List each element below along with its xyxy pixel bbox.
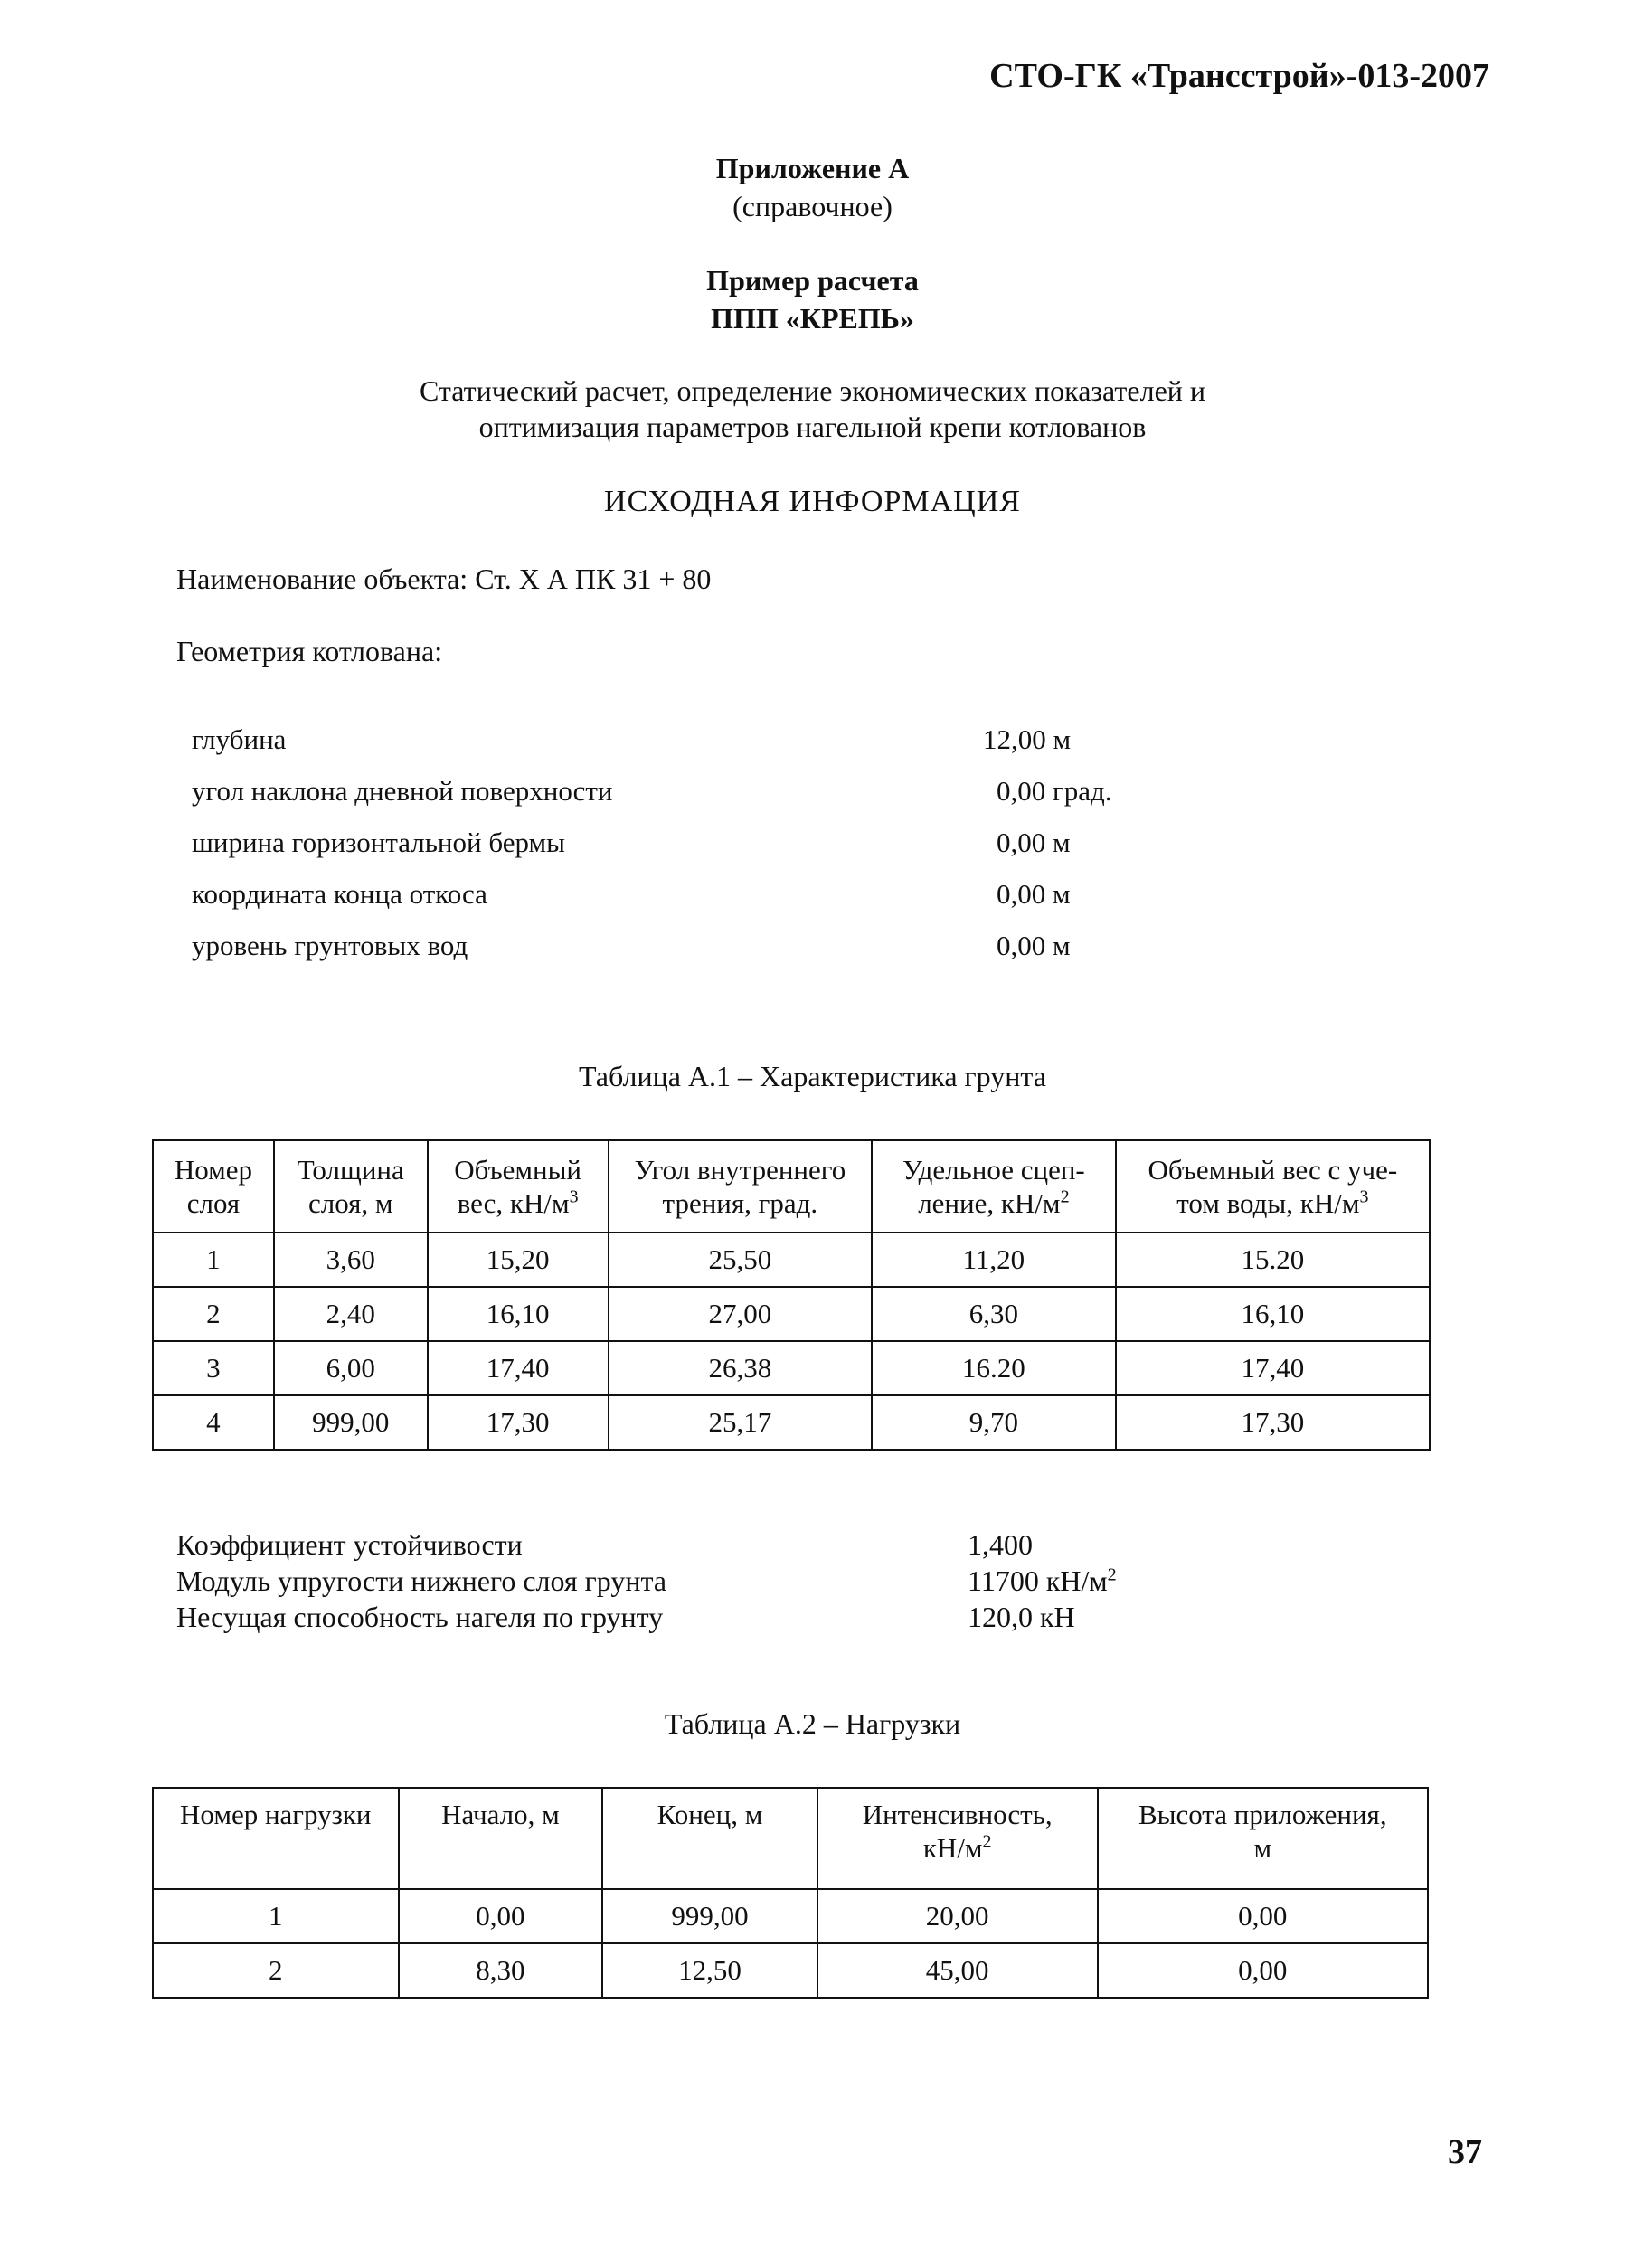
geometry-row-label: ширина горизонтальной бермы xyxy=(192,827,565,858)
table-row xyxy=(153,1943,1428,1998)
param-label: Модуль упругости нижнего слоя грунта xyxy=(176,1564,667,1597)
param-value: 1,400 xyxy=(968,1528,1033,1561)
table-cell: 6,00 xyxy=(274,1341,428,1395)
table-cell: 17,40 xyxy=(1116,1341,1430,1395)
table-cell: 15,20 xyxy=(428,1233,609,1287)
geometry-row-label: уровень грунтовых вод xyxy=(192,930,468,961)
table-cell: 1 xyxy=(153,1889,399,1943)
column-header: Интенсивность, $кН/м^2$ xyxy=(817,1788,1098,1889)
param-label: Коэффициент устойчивости xyxy=(176,1528,523,1561)
table-cell: 17,30 xyxy=(1116,1395,1430,1450)
table-cell: 15.20 xyxy=(1116,1233,1430,1287)
section-title: ИСХОДНАЯ ИНФОРМАЦИЯ xyxy=(604,485,1021,518)
table-header-row xyxy=(153,1140,1430,1233)
geometry-row-slope-angle xyxy=(192,775,1186,815)
geometry-row-berm-width xyxy=(192,827,1186,866)
table-cell: 8,30 xyxy=(399,1943,603,1998)
geometry-row-value: 0,00 м xyxy=(997,878,1071,910)
column-header: Удельное сцеп- ление, $кН/м^2$ xyxy=(872,1140,1116,1233)
table-cell: 26,38 xyxy=(609,1341,873,1395)
table-cell: 27,00 xyxy=(609,1287,873,1341)
table-cell: 11,20 xyxy=(872,1233,1116,1287)
appendix-subtitle: (справочное) xyxy=(732,190,893,222)
description-line2: оптимизация параметров нагельной крепи котлованов xyxy=(478,411,1147,443)
table-cell: 20,00 xyxy=(817,1889,1098,1943)
column-header: Конец, м xyxy=(602,1788,817,1889)
table-row xyxy=(153,1287,1430,1341)
geometry-label: Геометрия котлована: xyxy=(176,635,443,667)
table-row xyxy=(153,1341,1430,1395)
column-header: Номер нагрузки xyxy=(153,1788,399,1889)
table-cell: 2,40 xyxy=(274,1287,428,1341)
column-header: Угол внутреннего трения, град. xyxy=(609,1140,873,1233)
column-header: Объемный вес с уче- том воды, $кН/м^3$ xyxy=(1116,1140,1430,1233)
table-cell: 17,40 xyxy=(428,1341,609,1395)
table-cell: 12,50 xyxy=(602,1943,817,1998)
param-label: Несущая способность нагеля по грунту xyxy=(176,1601,664,1633)
example-title-line1: Пример расчета xyxy=(706,264,919,297)
table-cell: 16,10 xyxy=(1116,1287,1430,1341)
geometry-row-depth xyxy=(192,723,1186,763)
table-cell: 4 xyxy=(153,1395,274,1450)
table1-caption: Таблица А.1 – Характеристика грунта xyxy=(579,1060,1046,1092)
column-header: Толщина слоя, м xyxy=(274,1140,428,1233)
example-title-line2: ППП «КРЕПЬ» xyxy=(711,302,914,335)
param-value: 11700 $кН/м^2$ xyxy=(968,1564,1117,1597)
loads-table xyxy=(152,1787,1429,1999)
column-header: Высота приложения, м xyxy=(1098,1788,1428,1889)
geometry-row-groundwater xyxy=(192,930,1186,969)
column-header: Объемный вес, $кН/м^3$ xyxy=(428,1140,609,1233)
table-row xyxy=(153,1889,1428,1943)
table-cell: 16.20 xyxy=(872,1341,1116,1395)
table-cell: 2 xyxy=(153,1287,274,1341)
geometry-row-value: 0,00 град. xyxy=(997,775,1112,807)
table-cell: 0,00 xyxy=(1098,1943,1428,1998)
table-row xyxy=(153,1395,1430,1450)
param-row-elastic-modulus xyxy=(176,1564,1261,1601)
geometry-row-value: 12,00 м xyxy=(983,723,1072,755)
table-cell: 25,50 xyxy=(609,1233,873,1287)
table-cell: 6,30 xyxy=(872,1287,1116,1341)
geometry-row-label: координата конца откоса xyxy=(192,878,487,910)
table-cell: 3,60 xyxy=(274,1233,428,1287)
table-cell: 45,00 xyxy=(817,1943,1098,1998)
table-cell: 3 xyxy=(153,1341,274,1395)
table-header-row xyxy=(153,1788,1428,1889)
table-cell: 2 xyxy=(153,1943,399,1998)
table-cell: 17,30 xyxy=(428,1395,609,1450)
column-header: Начало, м xyxy=(399,1788,603,1889)
table-cell: 999,00 xyxy=(274,1395,428,1450)
table2-caption: Таблица А.2 – Нагрузки xyxy=(664,1707,961,1740)
geometry-row-label: угол наклона дневной поверхности xyxy=(192,775,613,807)
geometry-row-value: 0,00 м xyxy=(997,827,1071,858)
table-cell: 25,17 xyxy=(609,1395,873,1450)
table-row xyxy=(153,1233,1430,1287)
param-row-nail-capacity xyxy=(176,1601,1261,1637)
table-cell: 1 xyxy=(153,1233,274,1287)
page-number: 37 xyxy=(1448,2133,1482,2171)
geometry-row-slope-end xyxy=(192,878,1186,918)
appendix-title: Приложение А xyxy=(715,152,910,184)
table-cell: 0,00 xyxy=(1098,1889,1428,1943)
param-row-stability-factor xyxy=(176,1528,1261,1564)
soil-characteristics-table xyxy=(152,1139,1431,1451)
geometry-row-value: 0,00 м xyxy=(997,930,1071,961)
object-name-line: Наименование объекта: Ст. Х А ПК 31 + 80 xyxy=(176,562,712,595)
table-cell: 9,70 xyxy=(872,1395,1116,1450)
document-code-header: СТО-ГК «Трансстрой»-013-2007 xyxy=(989,57,1489,95)
column-header: Номер слоя xyxy=(153,1140,274,1233)
table-cell: 16,10 xyxy=(428,1287,609,1341)
param-value: 120,0 кН xyxy=(968,1601,1075,1633)
table-cell: 0,00 xyxy=(399,1889,603,1943)
description-line1: Статический расчет, определение экономических показателей и xyxy=(419,374,1206,407)
geometry-row-label: глубина xyxy=(192,723,287,755)
table-cell: 999,00 xyxy=(602,1889,817,1943)
